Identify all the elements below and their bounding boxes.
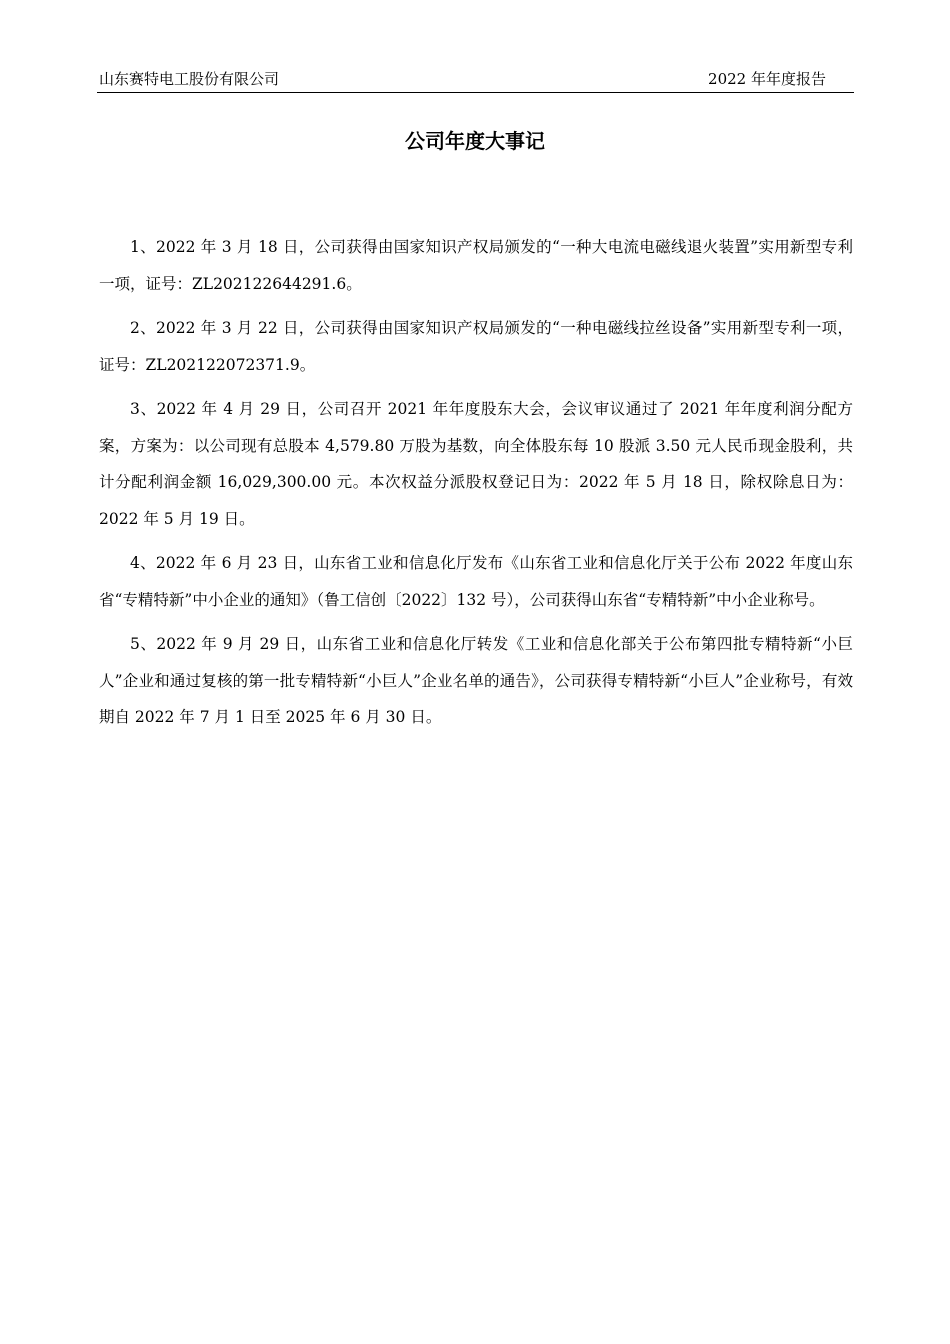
event-item-1: 1、2022 年 3 月 18 日，公司获得由国家知识产权局颁发的“一种大电流电磁线退火装置”实用新型专利一项，证号：ZL202122644291.6。	[99, 238, 853, 293]
event-item-5: 5、2022 年 9 月 29 日，山东省工业和信息化厅转发《工业和信息化部关于公布第四批专精特新“小巨人”企业和通过复核的第一批专精特新“小巨人”企业名单的通告》，公司获得专精特新“小巨人”企业称号，有效期自 2022 年 7 月 1 日至 2025 年 6 月 30 日。	[99, 635, 853, 726]
page-title: 公司年度大事记	[405, 129, 545, 153]
header-report-title: 2022 年年度报告	[708, 70, 826, 88]
event-item-4: 4、2022 年 6 月 23 日，山东省工业和信息化厅发布《山东省工业和信息化厅关于公布 2022 年度山东省“专精特新”中小企业的通知》（鲁工信创〔2022〕132 号），公司获得山东省“专精特新”中小企业称号。	[99, 554, 853, 609]
event-item-2: 2、2022 年 3 月 22 日，公司获得由国家知识产权局颁发的“一种电磁线拉丝设备”实用新型专利一项，证号：ZL202122072371.9。	[99, 319, 853, 374]
header-company-name: 山东赛特电工股份有限公司	[99, 70, 280, 88]
event-item-3: 3、2022 年 4 月 29 日，公司召开 2021 年年度股东大会，会议审议通过了 2021 年年度利润分配方案，方案为：以公司现有总股本 4,579.80 万股为基数，向全体股东每 10 股派 3.50 元人民币现金股利，共计分配利润金额 16,029,300.00 元。本次权益分派股权登记日为：2022 年 5 月 18 日，除权除息日为：2022 年 5 月 19 日。	[99, 400, 853, 528]
events-list	[99, 229, 853, 744]
page-header	[97, 68, 854, 93]
